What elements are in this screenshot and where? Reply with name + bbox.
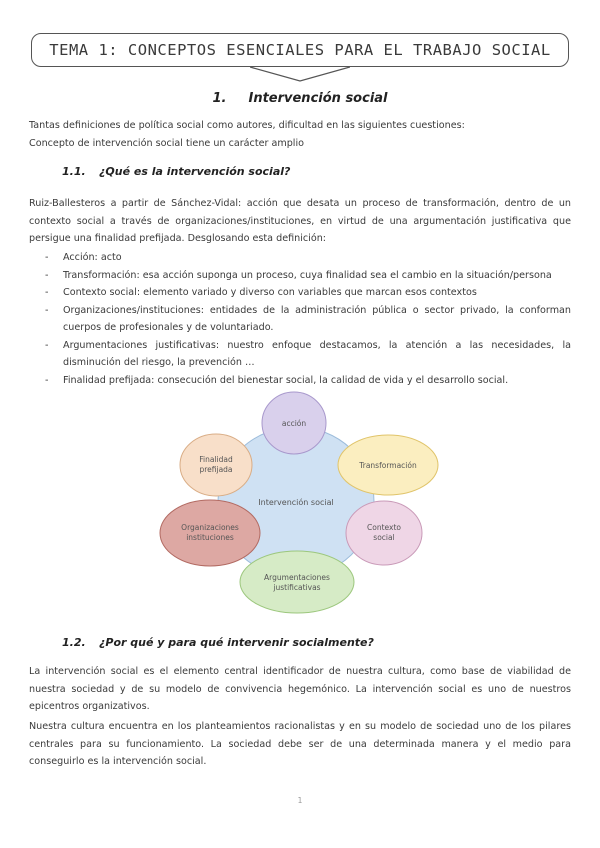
section-1-1-title: ¿Qué es la intervención social? bbox=[99, 165, 291, 178]
list-item: - Argumentaciones justificativas: nuestro enfoque destacamos, la atención a las necesidades, la disminución del riesgo, la prevención … bbox=[45, 339, 571, 368]
section-1-heading bbox=[0, 91, 600, 106]
list-item: - Finalidad prefijada: consecución del bienestar social, la calidad de vida y el desarrollo social. bbox=[45, 374, 509, 386]
svg-text:Organizaciones: Organizaciones bbox=[181, 523, 239, 532]
svg-text:social: social bbox=[373, 533, 395, 542]
title-box-notch bbox=[250, 66, 350, 84]
diagram-node-organizaciones bbox=[160, 500, 260, 566]
svg-text:instituciones: instituciones bbox=[186, 533, 234, 542]
list-item: - Transformación: esa acción suponga un proceso, cuya finalidad sea el cambio en la situación/persona bbox=[45, 269, 552, 281]
page-number: 1 bbox=[297, 796, 303, 805]
svg-text:Argumentaciones: Argumentaciones bbox=[264, 573, 330, 582]
svg-text:justificativas: justificativas bbox=[273, 583, 321, 592]
svg-text:prefijada: prefijada bbox=[199, 465, 233, 474]
definition-paragraph: Ruiz-Ballesteros a partir de Sánchez-Vidal: acción que desata un proceso de transformación, dentro de un contexto social a través de organizaciones/instituciones, en virtud de una argumentación justificativa que persigue una finalidad prefijada. Desglosando esta definición: bbox=[29, 198, 571, 244]
diagram-node-argumentaciones bbox=[240, 551, 354, 613]
section-1-number: 1. bbox=[212, 91, 227, 106]
list-item: - Acción: acto bbox=[45, 252, 122, 263]
diagram-node-accion bbox=[262, 392, 326, 454]
diagram-center-label: Intervención social bbox=[258, 498, 334, 507]
section-1-1-number: 1.1. bbox=[62, 165, 86, 178]
svg-text:acción: acción bbox=[281, 419, 307, 428]
section-1-title: Intervención social bbox=[248, 91, 388, 106]
diagram-node-transformacion bbox=[338, 435, 438, 495]
paragraph-2: Nuestra cultura encuentra en los planteamientos racionalistas y en su modelo de sociedad uno de los pilares centrales para su funcionamiento. La sociedad debe ser de una determinada manera y el medio para conseguirlo es la intervención social. bbox=[29, 721, 571, 767]
paragraph-1: La intervención social es el elemento central identificador de nuestra cultura, como base de viabilidad de nuestra sociedad y de su modelo de convivencia hegemónico. La intervención social es uno de nuestros epicentros organizativos. bbox=[29, 666, 571, 712]
page-title-box bbox=[31, 33, 569, 67]
list-item: - Organizaciones/instituciones: entidades de la administración pública o sector privado, la conforman cuerpos de profesionales y de voluntariado. bbox=[45, 304, 571, 333]
svg-text:Finalidad: Finalidad bbox=[199, 455, 233, 464]
svg-text:Contexto: Contexto bbox=[367, 523, 401, 532]
intro-line-2: Concepto de intervención social tiene un carácter amplio bbox=[29, 138, 304, 149]
section-1-2-heading bbox=[62, 636, 374, 649]
definition-list bbox=[29, 249, 571, 389]
intro-line-1: Tantas definiciones de política social como autores, dificultad en las siguientes cuestiones: bbox=[29, 120, 465, 131]
diagram-node-finalidad bbox=[180, 434, 252, 496]
diagram-node-contexto-social bbox=[346, 501, 422, 565]
list-item: - Contexto social: elemento variado y diverso con variables que marcan esos contextos bbox=[45, 287, 477, 298]
intervention-diagram bbox=[150, 390, 450, 620]
section-1-1-heading bbox=[62, 165, 290, 178]
section-1-2-number: 1.2. bbox=[62, 636, 86, 649]
page-title: TEMA 1: CONCEPTOS ESENCIALES PARA EL TRABAJO SOCIAL bbox=[49, 41, 551, 59]
section-1-2-title: ¿Por qué y para qué intervenir socialmente? bbox=[99, 636, 374, 649]
svg-text:Transformación: Transformación bbox=[359, 461, 417, 470]
